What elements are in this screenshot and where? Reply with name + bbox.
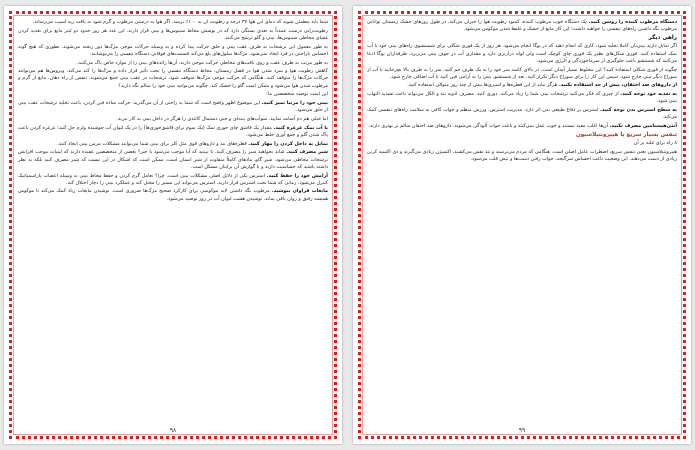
page-number: ۹۹ [518,427,526,434]
tip-text: استرس یکی از دلایل اصلی مشکلات بینی است. چرا؟ تعامل گرم کردن و حفظ مخاط بینی به وسیله اعصاب پاراسمپاتیک کنترل می‌شود. زمانی که شما تحت استرس قرار دارید، استرس می‌تواند این مسیر را مختل کند و عملکرد بینی را دچار اختلال کند. [18,172,328,186]
paragraph: کاهش رطوبت هوا و سرد شدن هوا در فصل زمستان، مخاط دستگاه تنفسی را تحت تأثیر قرار داده و مژک‌ها را کند می‌کند. ویروس‌ها هم می‌توانند حرکات مژک‌ها را متوقف کنند. هنگامی که حرکت موجی مژک‌ها متوقف شود، ترشحات در عقب بینی جمع می‌شوند. تنفس از راه دهان، مانع از گرم و مرطوب شدن هوا می‌شود و ممکن است گلو را خشک کند. چگونه می‌توانید بینی خود را سالم نگه دارید؟ [18,68,328,89]
tip-title: آنتی‌هیستامین مصرف نکنید. [609,123,677,129]
tip-title: با آب نمک غرغره کنید. [273,124,328,131]
tip-text: این موضوع اظهر واضح است که شما به راحتی از آن می‌گذرید. حرکت ساده فین کردن، باعث تخلیه ترشحات عقب بینی از حلق می‌شود. [18,100,328,114]
tip-title: تمایل به داخل کردن را مهار کنید. [248,140,328,147]
section-heading-hyperventilation: تنفس بسیار سریع یا هیپرونتیلاسیون [576,132,677,139]
tip-item [18,188,328,202]
left-page-text [18,19,328,424]
tip-item [18,141,328,148]
paragraph: رطوبت‌زایی درست عمدتاً به تعدی بستگی دارد که در پوشش مخاط سینوس‌ها و بینی قرار دارند. این غدد هر روز حدود دو لیتر مایع برای تغذیه کردن غشای مخاطی سینوس‌ها، بینی و گلو ترشح می‌کنند. [18,27,328,41]
tip-item [18,125,328,139]
tip-text: استرس بر دفاع طبیعی بدن اثر دارد. مدیریت استرس، ورزش منظم و خواب کافی به سلامت راه‌های تنفسی کمک می‌کند. [367,107,677,121]
paragraph: به طور معمول این ترشحات به طرف عقب بینی و حلق حرکت پیدا کرده و به وسیله حرکات موجی مژک‌ها دور ریخته می‌شوند. بطوری که هیچ گونه احساس ناراحتی در فرد ایجاد نمی‌شود. مژک‌ها سلول‌های بلع می‌کند قسمت‌های فوقانی دستگاه تنفسی را می‌پوشانند. [18,43,328,57]
tip-title: مایعات فراوان بنوشید. [271,188,328,195]
tip-item [18,100,328,114]
tip-title: شیر مصرف کنید. [286,149,328,156]
tip-title: بینی خود را مرتبا تمیز کنید. [261,100,328,107]
tip-text: شاید بخواهید شیر را مصرف کنید، تا ببینید که آیا موجب می‌شود یا خیر؟ بعضی از متخصصین عقیده دارند که لبنیات موجب افزایش ترشحات مخاطی می‌شود. شیر گاو، مادهای کاملاً متفاوت از شیر انسان است. ممکن است که اشکال در این نیست که شیر مصرف کنید بلکه به نظر داشته باشید که حساسیت دارید و یا گوارش آن برایتان مشکل است. [18,149,328,170]
tip-text: اما خیلی هم دم آشامه نمایید. سوآب‌های پنبه‌ای و حتی دستمال کاغذی را هرگز در داخل بینی به کار نبرید. [116,116,328,123]
subheading: ۸ راه برای غلبه بر آن [633,140,677,147]
section-heading: راهی دیگر [648,35,677,42]
tip-title: به سطح استرس بدن توجه کنید. [600,107,677,114]
tip-item [367,107,677,121]
paragraph: اگر تمایل دارید بینی‌تان کاملا تخلیه شود، کاری که انجام دهید که در یوگا انجام می‌شود. هر روز از یک فوری شکلی برای شستشوی راه‌های بینی خود با آب نمک استفاده کنید. فوری شکل‌های نظیر یک قوری چای کوچک است ولی لوله درازتری دارد و مقداری آب در جوف بینی می‌ریزد. طرفداران یوگا ادعا می‌کنند که شستشو باعث جلوگیری از سرماخوردگی و آلرژی می‌شود. [367,43,677,64]
tip-title: آرامش خود را حفظ کنید. [266,172,328,179]
tip-item [367,82,677,89]
paragraph: این است توصیه متخصصین ما: [266,91,328,98]
tip-item [18,116,328,123]
left-page [4,6,342,444]
right-page-text [367,19,677,424]
page-number: ۹۸ [169,427,177,434]
paragraph: شما باید مطمئن شوید که دمای این هوا ۳۷ درجه و رطوبت آن به ۱۰۰٪ برسد. اگر هوا به درستی مرطوب و گرم شود به بافت ریه آسیب می‌رساند. [32,19,328,25]
intro-item [367,19,677,33]
tip-title: از داروهای ضد احتقان، بیش از حد استفاده نکنید. [558,82,677,89]
paragraph: چگونه از قوری شکلی استفاده کنید؟ این مخلوط بسیار آسان است. در بالای کاسه سر خود را به یک طرف خم کنید. سر را به طرف بالا بچرخانید تا آب از سوراخ دیگر بینی خارج شود. سپس این کار را برای سوراخ دیگر تکرار کنید. بعد از شستشو، بینی را به آرامی فین کنید تا آب اضافی خارج شود. [367,66,677,80]
right-page [353,6,691,444]
intro-text: یک دستگاه خوب مرطوب کننده، کمبود رطوبت هوا را جبران می‌کند. در طول روزهای خشک زمستان توانایی مرطوب نگه داشتن راه‌های تنفسی را خواهید داشت؛ این کار مانع از خشک و غلیظ شدن موکوس می‌شود. [367,19,677,33]
intro-title: دستگاه مرطوب کننده را روشن کنید. [588,19,677,25]
tip-text: قطره‌های تند و داروهای قوی مثل کلر برای بینی شما می‌توانند مشکلات مزمن بینی ایجاد کنند. [57,140,247,147]
paragraph: هیپرونتیلاسیون یعنی تنفس سریع، اضطراب عامل اصلی است. هنگامی که مردم می‌ترسند و تند نفس می‌کشند، اکسیژن زیادی می‌گیرند و دی اکسید کربن زیادی از دست می‌دهند. این وضعیت باعث احساس سرگیجه، خواب رفتن دست‌ها و تپش قلب می‌شود. [367,149,677,163]
tip-item [367,123,677,130]
tip-text: از چیزی که فکر می‌کنید ترشحات بینی شما را زیاد می‌کند، دوری کنید. مصرف ادویه تند و الکل می‌تواند باعث تشدید التهاب بینی شود. [367,91,677,105]
tip-item [367,91,677,105]
paragraph: به طور مرتب به طرف عقب و روی بافت‌های مخاطی حرکت موجی دارند. آن‌ها زائده‌های بینی را از موارد خاص پاک می‌کنند. [76,59,328,66]
tip-title: به تغذیه خود توجه کنید. [620,91,677,98]
tip-text: آن‌ها اغلب مفید نیستند و خوب عمل نمی‌کنند و باعث خواب آلودگی می‌شوند. داروهای ضد احتقان سالم تر بهتری دارند. [368,123,609,129]
tip-text: هرگز نباید از این قطره‌ها و اسپری‌ها بیش از چند روز متوالی استفاده کنید. [407,82,558,89]
tip-item [18,149,328,170]
tip-item [18,173,328,187]
tip-text: مقدار یک قاشق چای خوری نمک (یک سوم برای قاشق‌خوری‌ها) را در یک لیوان آب جوشیده ولرم حل کنید؛ غرغره کردن باعث پاک شدن گلو و جمع آوری خلط می‌شود. [18,124,328,138]
tip-text: مرطوب نگه داشتن لایه موکوسی برای کارکرد صحیح مژک‌ها ضروری است. نوشیدن مایعات زیاد کمک می‌کند تا موکوس همیشه رقیق و روان باقی بماند. نوشیدن هشت لیوان آب در روز توصیه می‌شود. [18,188,328,202]
